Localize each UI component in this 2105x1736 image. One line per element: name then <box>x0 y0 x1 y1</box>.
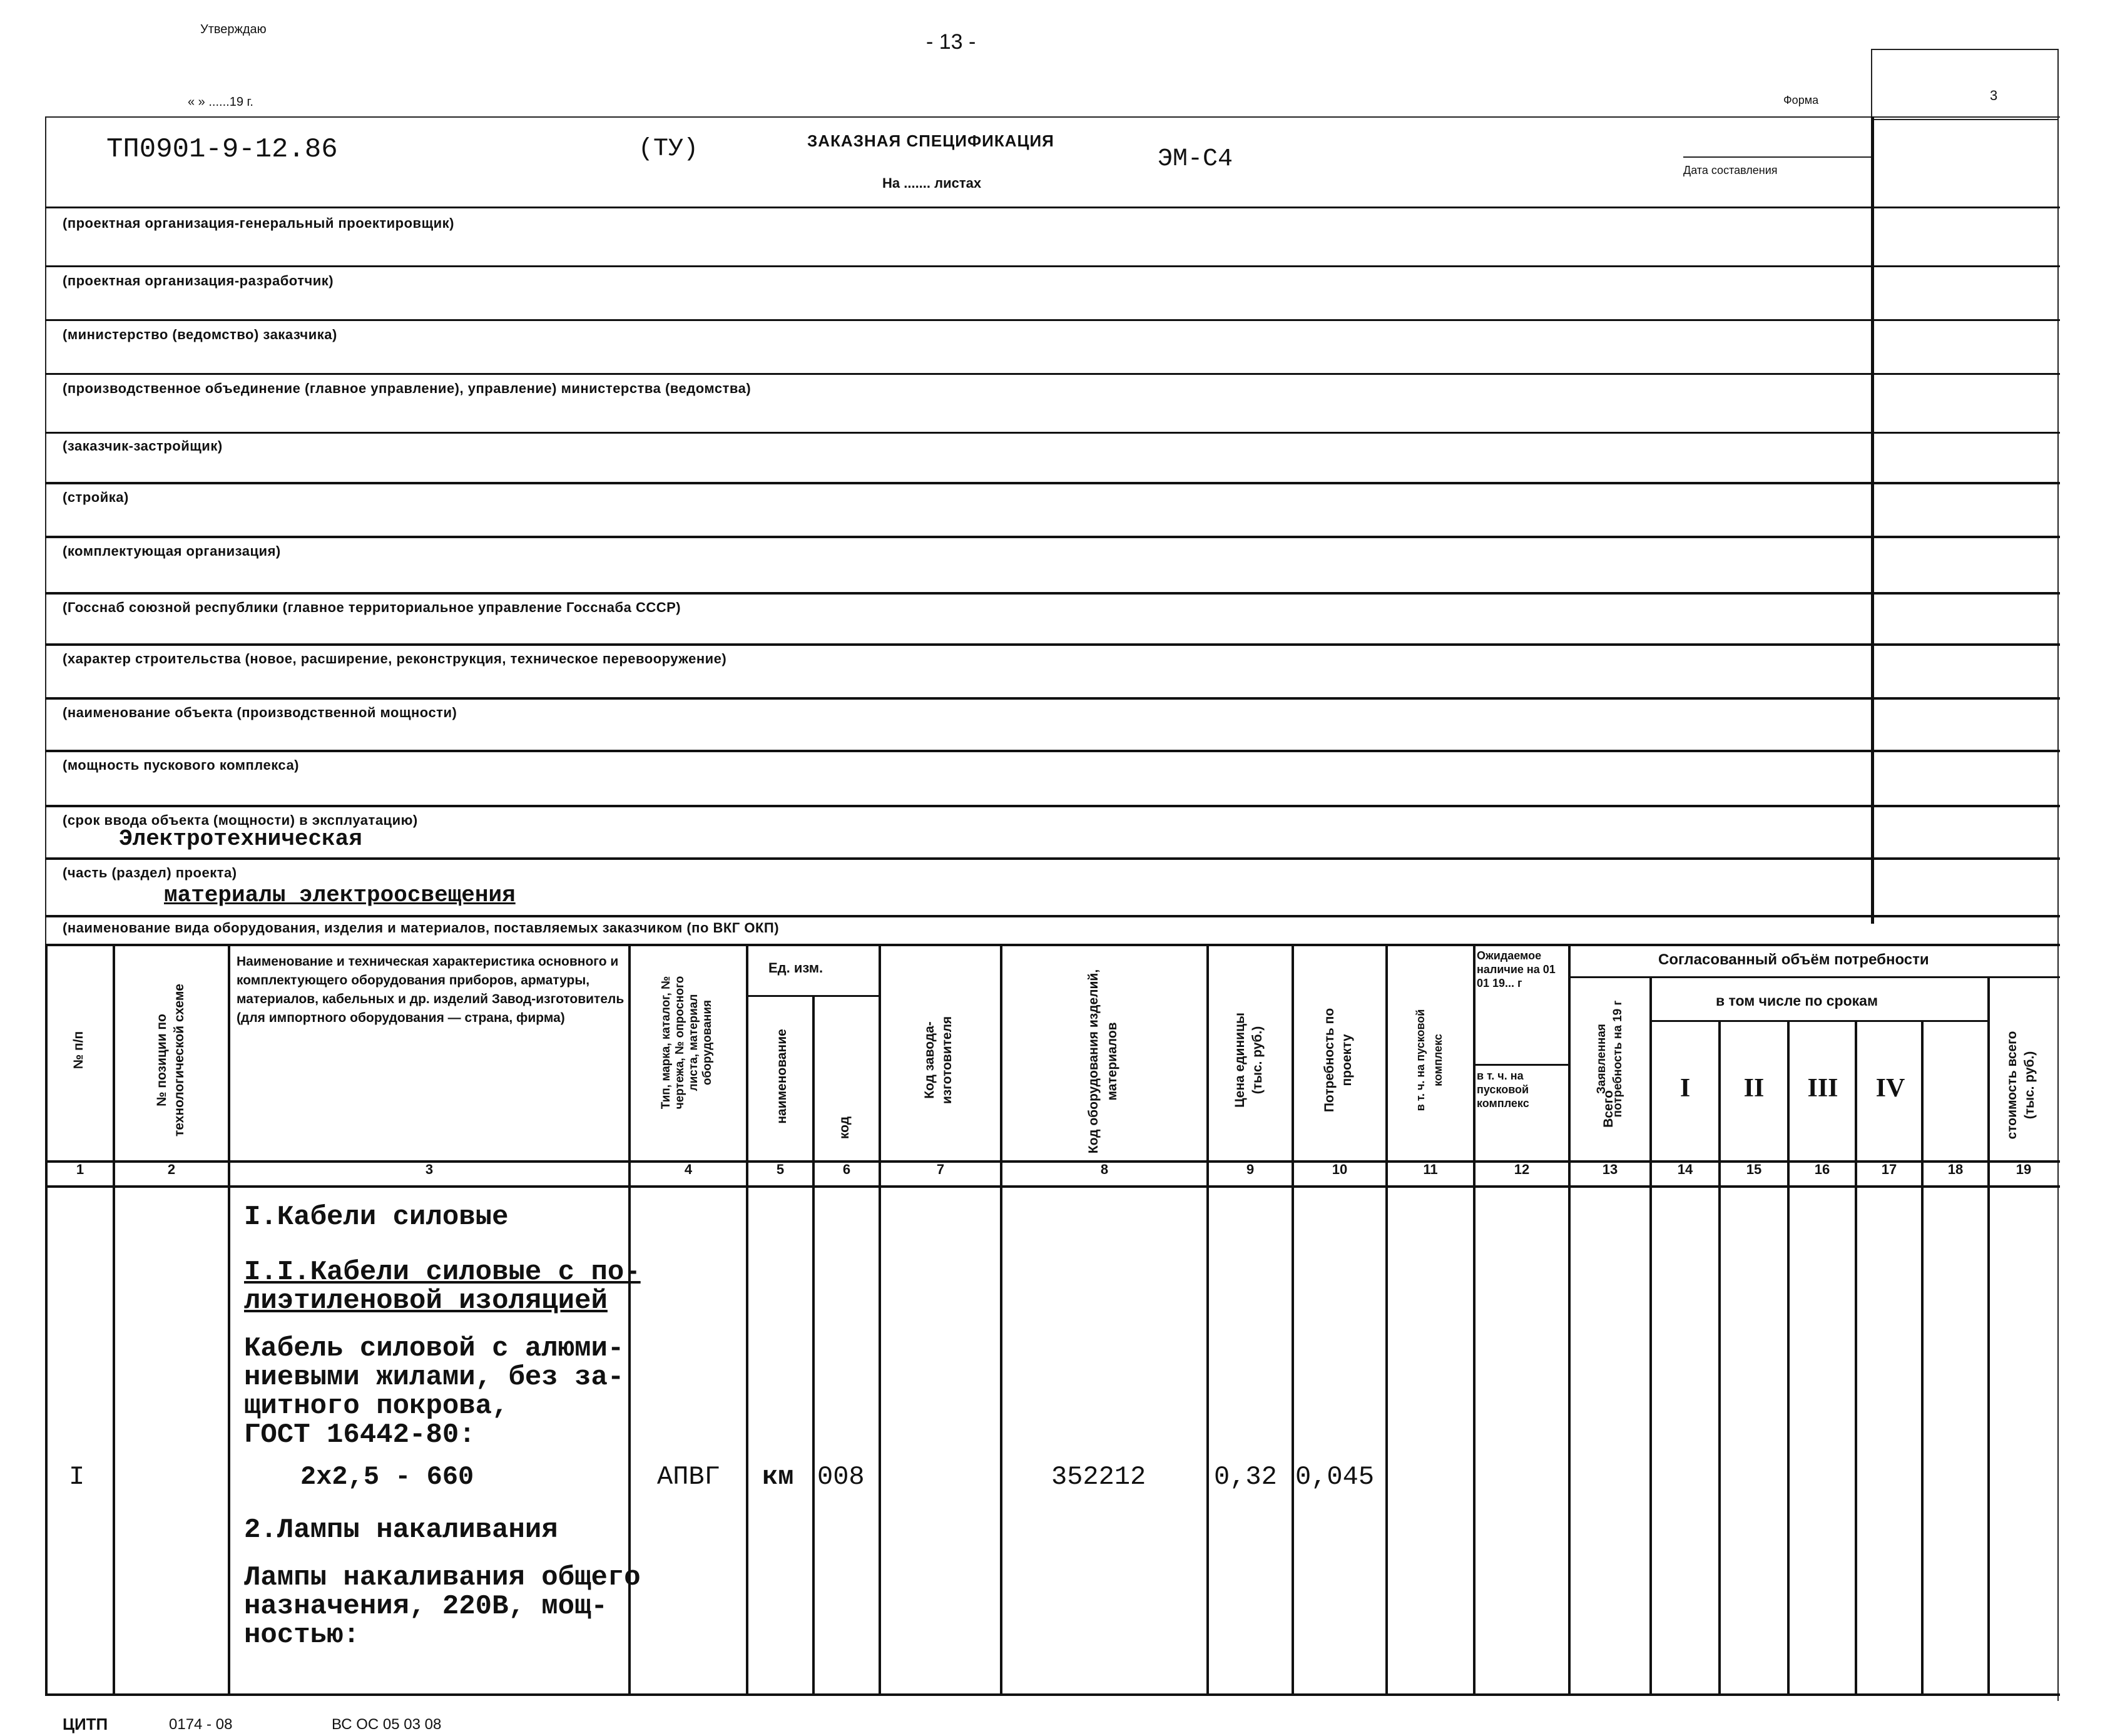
col2-header <box>153 976 188 1145</box>
term-group-header: в том числе по срокам <box>1716 993 1878 1009</box>
field-construction: (стройка) <box>63 489 129 505</box>
unit-name: км <box>762 1462 794 1492</box>
colnum-18: 18 <box>1947 1162 1964 1177</box>
field-ministry: (министерство (ведомство) заказчика) <box>63 327 337 342</box>
footer-ref: ВС ОС 05 03 08 <box>332 1716 442 1733</box>
colnum-12: 12 <box>1514 1162 1530 1177</box>
approval-date: « » ......19 г. <box>188 95 253 109</box>
col12-header-top: Ожидаемое наличие на 01 01 19... г <box>1477 949 1556 989</box>
colnum-17: 17 <box>1881 1162 1897 1177</box>
field-association: (производственное объединение (главное управление), управление) министерства (ведомства) <box>63 380 752 396</box>
colnum-16: 16 <box>1814 1162 1830 1177</box>
footer-org: ЦИТП <box>63 1715 108 1733</box>
col6-header: код <box>837 1116 852 1140</box>
colnum-11: 11 <box>1423 1162 1438 1177</box>
equipment-code: 352212 <box>1051 1462 1146 1492</box>
colnum-13: 13 <box>1602 1162 1618 1177</box>
field-developer: (проектная организация-разработчик) <box>63 273 334 288</box>
item-description-cable: Кабель силовой с алюми- ниевыми жилами, без за- щитного покрова, ГОСТ 16442-80: <box>244 1333 624 1451</box>
field-supplier: (комплектующая организация) <box>63 543 281 559</box>
col12-header-bottom: в т. ч. на пусковой комплекс <box>1477 1070 1529 1110</box>
col4-header-text: Тип, марка, каталог, № чертежа, № опросного листа, материал оборудования <box>660 976 714 1110</box>
sheet-number: 3 <box>1990 88 1998 103</box>
field-capacity: (мощность пускового комплекса) <box>63 757 299 773</box>
field-deadline: (срок ввода объекта (мощности) в эксплуатацию) <box>63 812 418 828</box>
doc-code: ТП0901-9-12.86 <box>106 134 338 165</box>
col13-header: Заявленная потребность на 19 г <box>1595 1000 1624 1118</box>
page-number: - 13 - <box>926 30 976 54</box>
field-part: (часть (раздел) проекта) <box>63 865 237 881</box>
col19-header: стоимость всего (тыс. руб.) <box>2005 1031 2037 1140</box>
term-2: II <box>1743 1074 1765 1103</box>
col7-header: Код завода-изготовителя <box>922 1016 954 1105</box>
col5-header: наименование <box>775 1029 789 1124</box>
project-need: 0,045 <box>1295 1462 1375 1492</box>
tu-mark: (ТУ) <box>638 135 699 163</box>
section-heading-cables: I.Кабели силовые <box>244 1202 509 1233</box>
col14-header: Всего <box>1601 1090 1616 1128</box>
field-kind: (наименование вида оборудования, изделия и материалов, поставляемых заказчиком (по ВКГ ОКП) <box>63 920 780 936</box>
col2-header-text: № позиции по технологической схеме <box>155 983 186 1137</box>
field-general-designer: (проектная организация-генеральный проектировщик) <box>63 215 455 231</box>
col9-header: Цена единицы (тыс. руб.) <box>1233 1013 1265 1108</box>
field-object-name: (наименование объекта (производственной мощности) <box>63 705 457 720</box>
cable-size: 2x2,5 - 660 <box>300 1462 474 1492</box>
colnum-4: 4 <box>684 1162 693 1177</box>
unit-group-header: Ед. изм. <box>768 960 823 976</box>
col8-header: Код оборудования изделий, материалов <box>1086 969 1119 1154</box>
colnum-6: 6 <box>842 1162 851 1177</box>
col4-header <box>660 961 715 1124</box>
colnum-15: 15 <box>1746 1162 1762 1177</box>
sheets-label: На ....... листах <box>882 175 982 191</box>
footer-code: 0174 - 08 <box>169 1716 233 1733</box>
field-construction-type: (характер строительства (новое, расширение, реконструкция, техническое перевооружение) <box>63 651 727 666</box>
subsection-heading-pe-cables: I.I.Кабели силовые с по- лиэтиленовой изоляцией <box>244 1257 641 1317</box>
approval-label: Утверждаю <box>200 23 267 36</box>
colnum-10: 10 <box>1332 1162 1348 1177</box>
colnum-5: 5 <box>776 1162 785 1177</box>
part-fill: Электротехническая <box>119 826 362 852</box>
unit-code: 008 <box>817 1462 865 1492</box>
term-3: III <box>1807 1074 1838 1103</box>
row-number: I <box>69 1462 85 1492</box>
kind-fill: материалы электроосвещения <box>164 882 516 908</box>
term-4: IV <box>1875 1074 1905 1103</box>
colnum-1: 1 <box>76 1162 84 1177</box>
unit-price: 0,32 <box>1214 1462 1277 1492</box>
field-customer: (заказчик-застройщик) <box>63 438 223 454</box>
field-gossnab: (Госснаб союзной республики (главное территориальное управление Госснаба СССР) <box>63 600 681 615</box>
colnum-9: 9 <box>1246 1162 1255 1177</box>
date-label: Дата составления <box>1683 164 1778 176</box>
colnum-2: 2 <box>167 1162 176 1177</box>
col3-header: Наименование и техническая характеристика основного и комплектующего оборудования приборов, арматуры, материалов, кабельных и др. изделий Завод-изготовитель (для импортного оборудования — страна, фирма) <box>237 954 624 1025</box>
term-1: I <box>1679 1074 1691 1103</box>
doc-title: ЗАКАЗНАЯ СПЕЦИФИКАЦИЯ <box>807 131 1054 150</box>
form-label: Форма <box>1783 94 1819 106</box>
colnum-8: 8 <box>1100 1162 1109 1177</box>
spec-code: ЭМ-С4 <box>1158 145 1233 173</box>
col1-header: № п/п <box>71 1031 86 1070</box>
section-heading-lamps: 2.Лампы накаливания <box>244 1514 558 1546</box>
colnum-19: 19 <box>2016 1162 2032 1177</box>
cable-type: АПВГ <box>657 1462 720 1492</box>
colnum-7: 7 <box>936 1162 945 1177</box>
colnum-14: 14 <box>1677 1162 1693 1177</box>
item-description-lamps: Лампы накаливания общего назначения, 220В, мощ- ностью: <box>244 1562 641 1651</box>
colnum-3: 3 <box>425 1162 434 1177</box>
col11-header: в т. ч. на пусковой комплекс <box>1414 1009 1444 1111</box>
col10-header: Потребность по проекту <box>1322 1008 1354 1113</box>
agreed-group-header: Согласованный объём потребности <box>1658 951 1929 968</box>
